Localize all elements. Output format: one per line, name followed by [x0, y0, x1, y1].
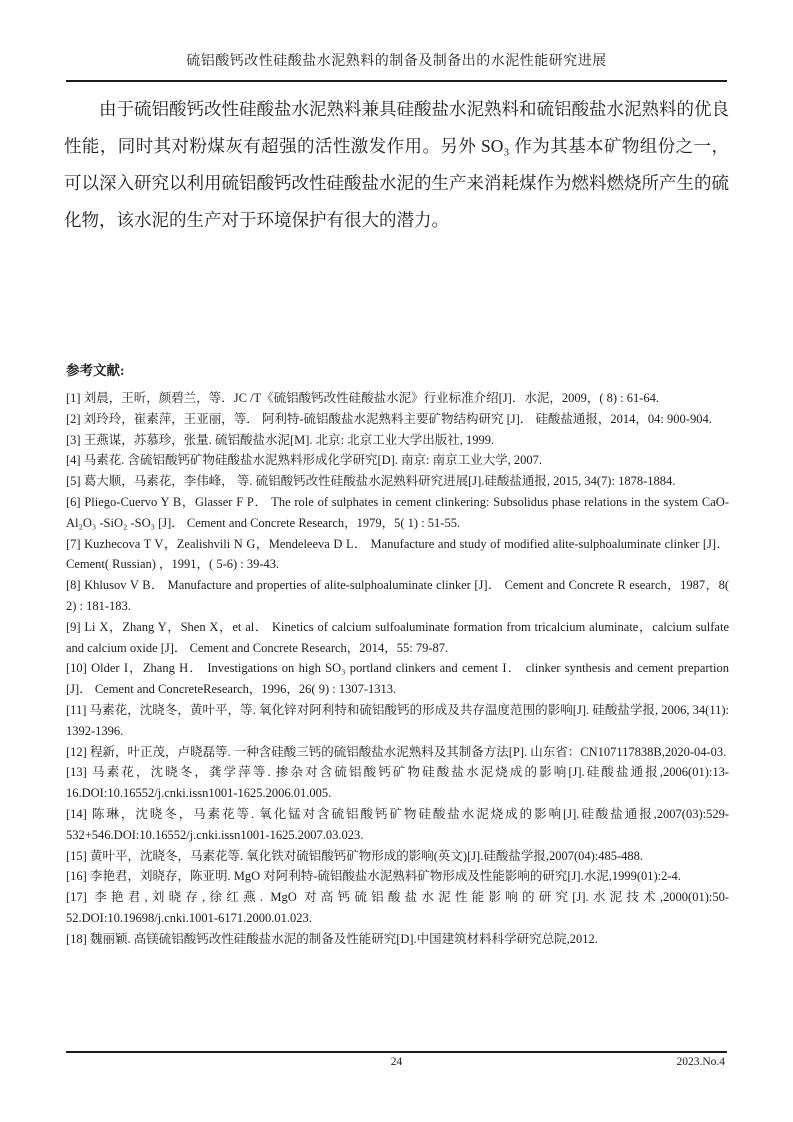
reference-item-7: [7] Kuzhecova T V，Zealishvili N G，Mendeleeva D L． Manufacture and study of modified alite-sulphoaluminate clinker [J]． Cement( Russian) ，1991，( 5-6) : 39-43. — [66, 536, 729, 572]
body-paragraph: 由于硫铝酸钙改性硅酸盐水泥熟料兼具硅酸盐水泥熟料和硫铝酸盐水泥熟料的优良性能，同时其对粉煤灰有超强的活性激发作用。另外 SO₃ 作为其基本矿物组份之一，可以深入研究以利用硫铝酸钙改性硅酸盐水泥的生产来消耗煤作为燃料燃烧所产生的硫化物，该水泥的生产对于环境保护有很大的潜力。 — [64, 99, 729, 230]
reference-item-11: [11] 马素花，沈晓冬，黄叶平，等. 氧化锌对阿利特和硫铝酸钙的形成及共存温度范围的影响[J]. 硅酸盐学报, 2006, 34(11): 1392-1396. — [66, 702, 729, 738]
running-head-title: 硫铝酸钙改性硅酸盐水泥熟料的制备及制备出的水泥性能研究进展 — [186, 54, 607, 69]
page-header — [66, 0, 727, 90]
footer-row — [66, 1053, 727, 1074]
reference-item-1: [1] 刘晨，王昕，颜碧兰，等．JC /T《硫铝酸钙改性硅酸盐水泥》行业标准介绍[J]．水泥，2009，( 8) : 61-64. — [66, 391, 660, 405]
reference-item-15: [15] 黄叶平，沈晓冬，马素花等. 氧化铁对硫铝酸钙矿物形成的影响(英文)[J].硅酸盐学报,2007(04):485-488. — [66, 848, 644, 863]
reference-item-4: [4] 马素花. 含硫铝酸钙矿物硅酸盐水泥熟料形成化学研究[D]. 南京: 南京工业大学, 2007. — [66, 453, 543, 468]
reference-item-12: [12] 程新，叶正茂，卢晓磊等. 一种含硅酸三钙的硫铝酸盐水泥熟料及其制备方法[P]. 山东省：CN107117838B,2020-04-03. — [66, 744, 727, 759]
reference-item-14: [14] 陈琳，沈晓冬，马素花等. 氧化锰对含硫铝酸钙矿物硅酸盐水泥烧成的影响[J].硅酸盐通报,2007(03):529-532+546.DOI:10.16552/j.cnki.issn1001-1625.2007.03.023. — [66, 806, 729, 842]
reference-item-6: [6] Pliego-Cuervo Y B，Glasser F P． The role of sulphates in cement clinkering: Subsolidus phase relations in the system CaO-Al₂O₃ -SiO₂ -SO₃ [J]． Cement and Concrete Research，1979，5( 1) : 51-55. — [66, 494, 729, 530]
reference-item-9: [9] Li X，Zhang Y，Shen X，et al． Kinetics of calcium sulfoaluminate formation from tricalcium aluminate，calcium sulfate and calcium oxide [J]． Cement and Concrete Research，2014，55: 79-87. — [66, 619, 729, 655]
page-number: 24 — [390, 1056, 403, 1068]
reference-item-16: [16] 李艳君，刘晓存，陈亚明. MgO 对阿利特-硫铝酸盐水泥熟料矿物形成及性能影响的研究[J].水泥,1999(01):2-4. — [66, 869, 681, 884]
issue-label: 2023.No.4 — [676, 1056, 725, 1068]
reference-item-10: [10] Older I，Zhang H． Investigations on high SO₃ portland clinkers and cement I． clinker synthesis and cement prepartion [J]． Cement and ConcreteResearch，1996，26( 9) : 1307-1313. — [66, 661, 729, 697]
references-heading: 参考文献: — [66, 363, 125, 378]
main-content — [64, 91, 729, 239]
references-section — [66, 361, 729, 950]
reference-item-3: [3] 王燕谋，苏慕珍，张量. 硫铝酸盐水泥[M]. 北京: 北京工业大学出版社, 1999. — [66, 432, 495, 447]
references-list — [66, 388, 729, 950]
reference-item-13: [13] 马素花，沈晓冬，龚学萍等. 掺杂对含硫铝酸钙矿物硅酸盐水泥烧成的影响[J].硅酸盐通报,2006(01):13-16.DOI:10.16552/j.cnki.issn1001-1625.2006.01.005. — [66, 765, 729, 801]
reference-item-18: [18] 魏丽颖. 高镁硫铝酸钙改性硅酸盐水泥的制备及性能研究[D].中国建筑材料科学研究总院,2012. — [66, 931, 598, 946]
page-footer — [66, 1051, 727, 1074]
reference-item-17: [17] 李艳君,刘晓存,徐红燕. MgO 对高钙硫铝酸盐水泥性能影响的研究[J].水泥技术,2000(01):50-52.DOI:10.19698/j.cnki.1001-6171.2000.01.023. — [66, 890, 729, 925]
header-rule — [66, 80, 727, 82]
reference-item-5: [5] 葛大顺，马素花，李伟峰， 等. 硫铝酸钙改性硅酸盐水泥熟料研究进展[J].硅酸盐通报, 2015, 34(7): 1878-1884. — [66, 474, 676, 489]
reference-item-8: [8] Khlusov V B． Manufacture and properties of alite-sulphoaluminate clinker [J]． Cement and Concrete R esearch，1987，8( 2) : 181-183. — [66, 578, 729, 613]
reference-item-2: [2] 刘玲玲，崔素萍，王亚丽，等． 阿利特-硫铝酸盐水泥熟料主要矿物结构研究 [J]． 硅酸盐通报，2014，04: 900-904. — [66, 411, 712, 426]
